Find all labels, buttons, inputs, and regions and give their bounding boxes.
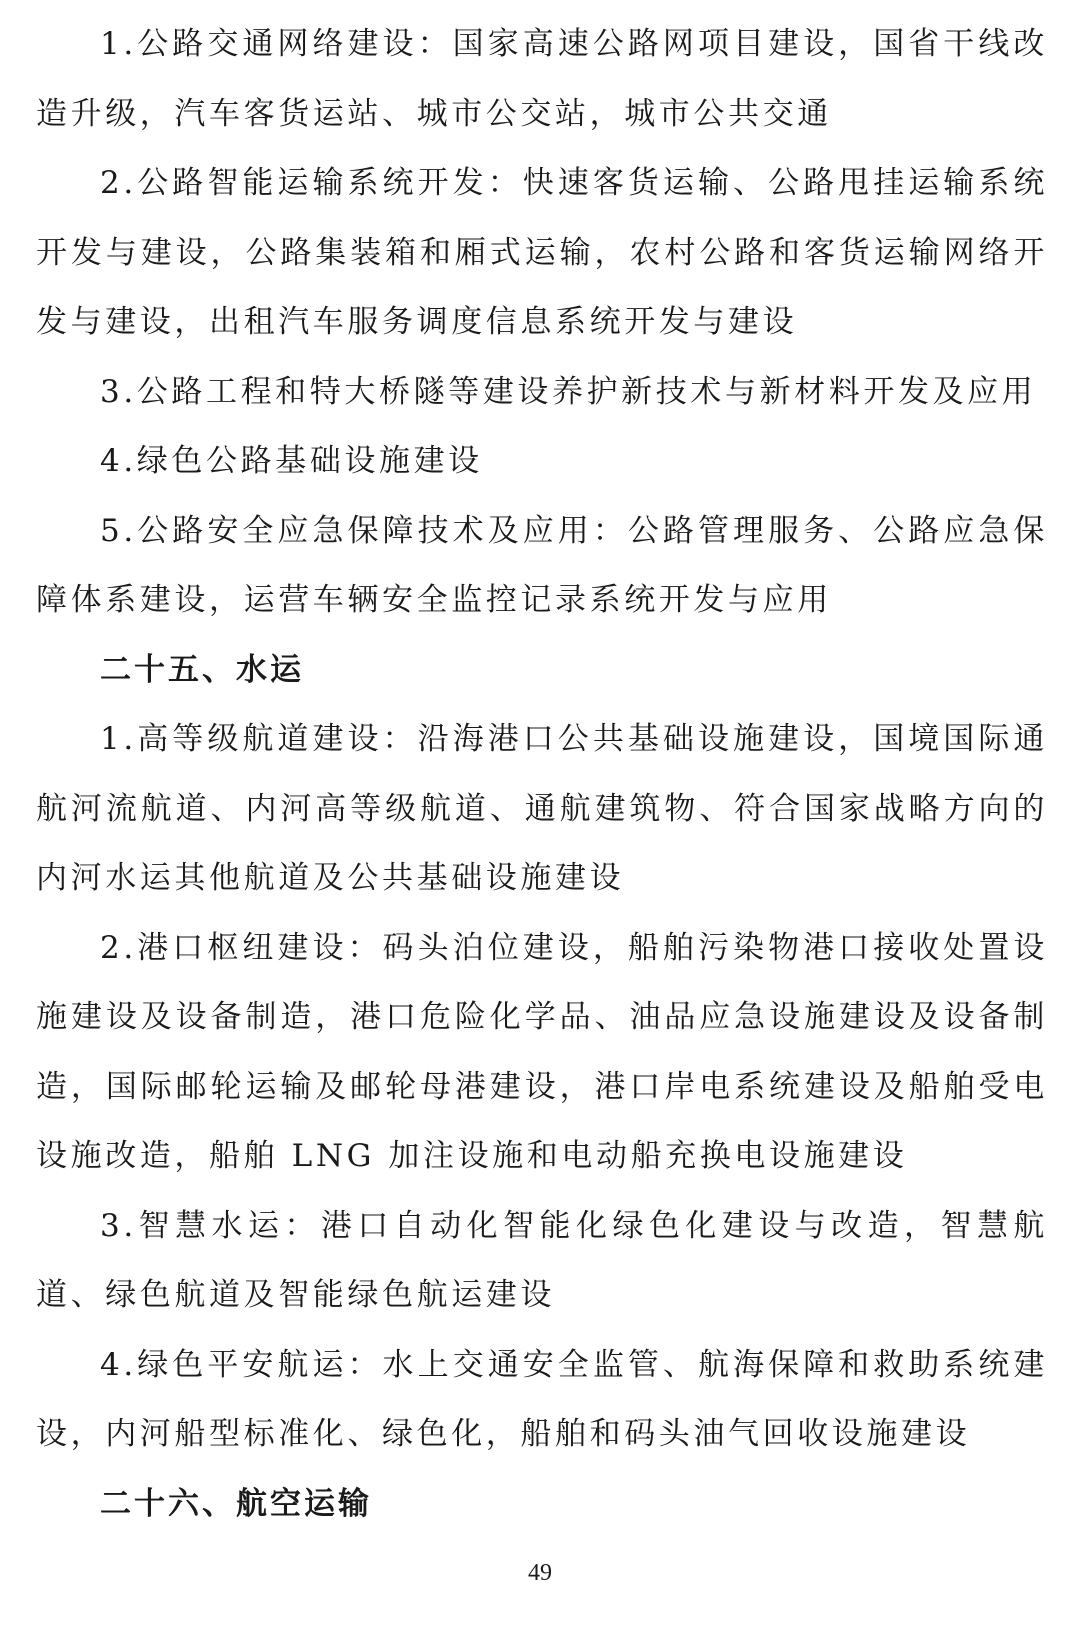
document-body (36, 10, 1048, 1539)
section-heading-water-transport: 二十五、水运 (100, 651, 304, 688)
page-number: 49 (528, 1560, 552, 1586)
paragraph-road-intelligent-transport: 2.公路智能运输系统开发：快速客货运输、公路甩挂运输系统开发与建设，公路集装箱和厢式运输，农村公路和客货运输网络开发与建设，出租汽车服务调度信息系统开发与建设 (36, 165, 1048, 340)
paragraph-road-safety: 5.公路安全应急保障技术及应用：公路管理服务、公路应急保障体系建设，运营车辆安全监控记录系统开发与应用 (36, 512, 1048, 618)
paragraph-smart-water-transport: 3.智慧水运：港口自动化智能化绿色化建设与改造，智慧航道、绿色航道及智能绿色航运建设 (36, 1207, 1048, 1313)
paragraph-waterway: 1.高等级航道建设：沿海港口公共基础设施建设，国境国际通航河流航道、内河高等级航道、通航建筑物、符合国家战略方向的内河水运其他航道及公共基础设施建设 (36, 721, 1048, 896)
section-heading-air-transport: 二十六、航空运输 (100, 1485, 372, 1522)
paragraph-green-road: 4.绿色公路基础设施建设 (100, 443, 483, 479)
paragraph-road-engineering: 3.公路工程和特大桥隧等建设养护新技术与新材料开发及应用 (100, 373, 1037, 410)
paragraph-port-hub: 2.港口枢纽建设：码头泊位建设，船舶污染物港口接收处置设施建设及设备制造，港口危险化学品、油品应急设施建设及设备制造，国际邮轮运输及邮轮母港建设，港口岸电系统建设及船舶受电设施改造，船舶 LNG 加注设施和电动船充换电设施建设 (36, 929, 1048, 1174)
paragraph-road-network: 1.公路交通网络建设：国家高速公路网项目建设，国省干线改造升级，汽车客货运站、城市公交站，城市公共交通 (36, 26, 1048, 132)
paragraph-green-safe-shipping: 4.绿色平安航运：水上交通安全监管、航海保障和救助系统建设，内河船型标准化、绿色化，船舶和码头油气回收设施建设 (36, 1346, 1048, 1452)
